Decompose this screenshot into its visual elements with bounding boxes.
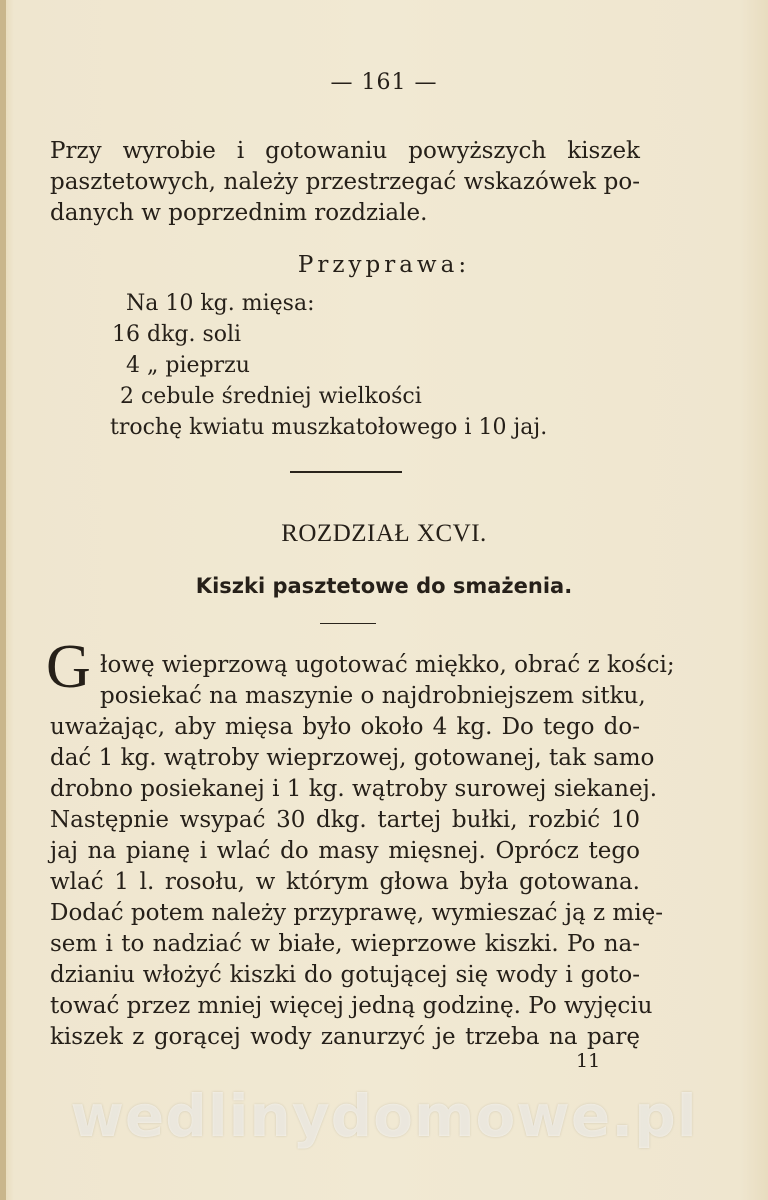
spice-item-5: trochę kwiatu muszkatołowego i 10 jaj. — [110, 415, 548, 440]
page-spine-edge — [0, 0, 6, 1200]
spice-item-4: 2 cebule średniej wielkości — [120, 384, 422, 409]
body-line-7: jaj na pianę i wlać do masy mięsnej. Oprócz tego — [50, 838, 640, 864]
body-line-9: Dodać potem należy przyprawę, wymieszać ją z mię- — [50, 900, 663, 926]
intro-line-2: pasztetowych, należy przestrzegać wskazówek po- — [50, 169, 640, 195]
section-divider — [290, 471, 402, 473]
intro-line-3: danych w poprzednim rozdziale. — [50, 200, 428, 226]
chapter-heading: ROZDZIAŁ XCVI. — [281, 520, 487, 547]
body-line-8: wlać 1 l. rosołu, w którym głowa była gotowana. — [50, 869, 640, 895]
intro-line-1: Przy wyrobie i gotowaniu powyższych kiszek — [50, 138, 640, 164]
drop-cap: G — [46, 633, 91, 701]
spice-item-2: 16 dkg. soli — [112, 322, 242, 347]
body-line-10: sem i to nadziać w białe, wieprzowe kiszki. Po na- — [50, 931, 640, 957]
body-line-1: łowę wieprzową ugotować miękko, obrać z kości; — [100, 652, 675, 678]
spices-header: Przyprawa: — [297, 252, 471, 278]
spice-item-3: 4 „ pieprzu — [126, 353, 250, 378]
body-line-2: posiekać na maszynie o najdrobniejszem sitku, — [100, 683, 646, 709]
body-line-4: dać 1 kg. wątroby wieprzowej, gotowanej, tak samo — [50, 745, 655, 771]
title-divider — [320, 623, 376, 624]
spice-item-1: Na 10 kg. mięsa: — [126, 291, 315, 316]
body-line-3: uważając, aby mięsa było około 4 kg. Do tego do- — [50, 714, 640, 740]
chapter-title: Kiszki pasztetowe do smażenia. — [195, 574, 573, 598]
page-number: — 161 — — [330, 70, 438, 95]
body-line-11: dzianiu włożyć kiszki do gotującej się wody i goto- — [50, 962, 640, 988]
watermark-logo: wedlinydomowe.pl — [70, 1082, 698, 1150]
body-line-13: kiszek z gorącej wody zanurzyć je trzeba na parę — [50, 1024, 640, 1050]
signature-mark: 11 — [576, 1050, 601, 1072]
body-line-6: Następnie wsypać 30 dkg. tartej bułki, rozbić 10 — [50, 807, 640, 833]
body-line-5: drobno posiekanej i 1 kg. wątroby surowej siekanej. — [50, 776, 658, 802]
body-line-12: tować przez mniej więcej jedną godzinę. Po wyjęciu — [50, 993, 653, 1019]
